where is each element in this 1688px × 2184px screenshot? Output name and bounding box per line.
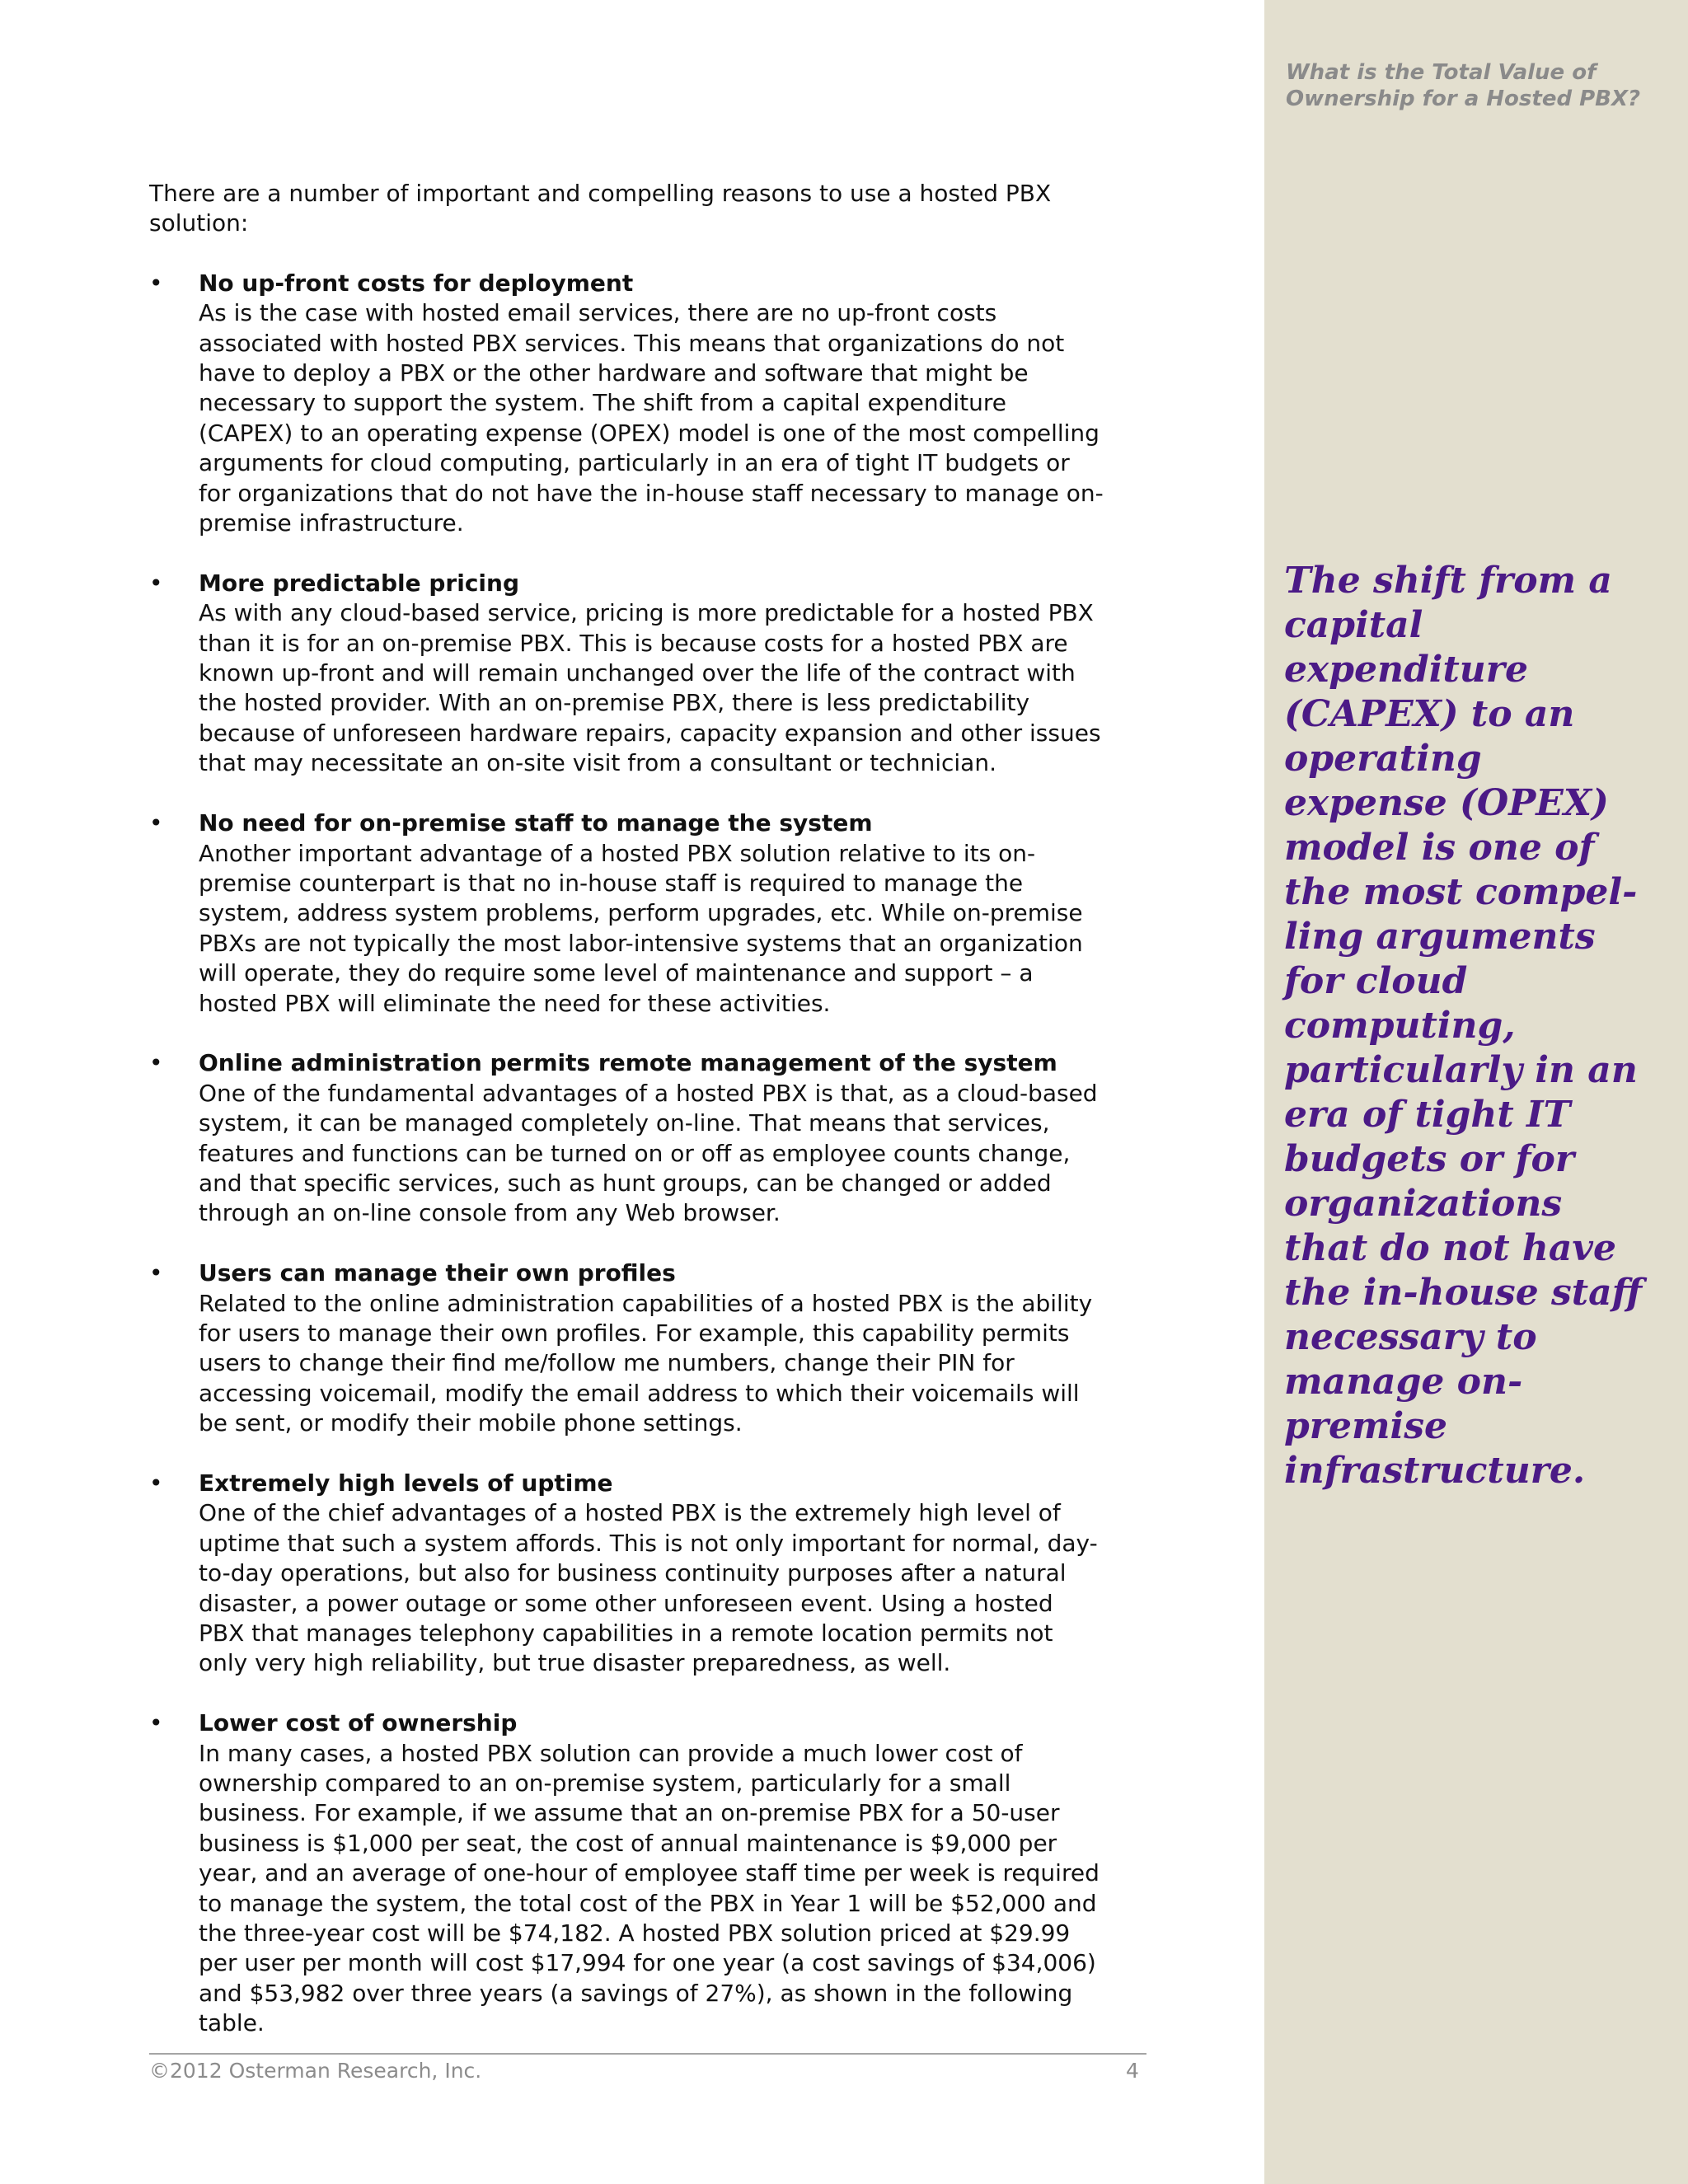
list-item-body: As with any cloud-based service, pricing is more predictable for a hosted PBX than it is for an on-premise PBX. This is because costs for a hosted PBX are known up-front and will remain unchanged over the life of the contract with the hosted provider. With an on-premise PBX, there is less predictability because of unforeseen hardware repairs, capacity expansion and other issues that may necessitate an on-site visit from a consultant or technician. bbox=[199, 599, 1101, 777]
list-item-body: Another important advantage of a hosted PBX solution relative to its on-premise counterpart is that no in-house staff is required to manage the system, address system problems, perform upgrades, etc. While on-premise PBXs are not typically the most labor-intensive systems that an organization will operate, they do require some level of maintenance and support – a hosted PBX will eliminate the need for these activities. bbox=[199, 839, 1083, 1017]
bullet-icon: • bbox=[149, 569, 163, 597]
list-item bbox=[149, 569, 1105, 779]
document-header-title: What is the Total Value of Ownership for a Hosted PBX? bbox=[1286, 60, 1641, 111]
list-item bbox=[149, 1048, 1105, 1228]
list-item bbox=[149, 808, 1105, 1019]
list-item-title: No need for on-premise staff to manage the system bbox=[199, 809, 873, 837]
list-item-title: No up-front costs for deployment bbox=[199, 269, 634, 297]
list-item-body: In many cases, a hosted PBX solution can provide a much lower cost of ownership compared to an on-premise system, particularly for a small business. For example, if we assume that an on-premise PBX for a 50-user business is $1,000 per seat, the cost of annual maintenance is $9,000 per year, and an average of one-hour of employee staff time per week is required to manage the system, the total cost of the PBX in Year 1 will be $52,000 and the three-year cost will be $74,182. A hosted PBX solution priced at $29.99 per user per month will cost $17,994 for one year (a cost savings of $34,006) and $53,982 over three years (a savings of 27%), as shown in the following table. bbox=[199, 1739, 1100, 2037]
list-item bbox=[149, 1469, 1105, 1679]
list-item-body: As is the case with hosted email services, there are no up-front costs associated with hosted PBX services. This means that organizations do not have to deploy a PBX or the other hardware and software that might be necessary to support the system. The shift from a capital expenditure (CAPEX) to an operating expense (OPEX) model is one of the most compelling arguments for cloud computing, particularly in an era of tight IT budgets or for organizations that do not have the in-house staff necessary to manage on-premise infrastructure. bbox=[199, 299, 1104, 537]
bullet-icon: • bbox=[149, 1259, 163, 1287]
list-item-body: One of the chief advantages of a hosted PBX is the extremely high level of uptime that such a system affords. This is not only important for normal, day-to-day operations, but also for business continuity purposes after a natural disaster, a power outage or some other unforeseen event. Using a hosted PBX that manages telephony capabilities in a remote location permits not only very high reliability, but true disaster preparedness, as well. bbox=[199, 1499, 1098, 1677]
bullet-icon: • bbox=[149, 1709, 163, 1737]
main-content bbox=[149, 179, 1105, 2069]
pull-quote: The shift from a capital expenditure (CAPEX) to an operating expense (OPEX) model is one of the most compel-ling arguments for cloud computing, particularly in an era of tight IT budgets or for organizations that do not have the in-house staff necessary to manage on-premise infrastructure. bbox=[1284, 560, 1643, 1492]
list-item bbox=[149, 1258, 1105, 1438]
list-item bbox=[149, 1708, 1105, 2038]
bullet-icon: • bbox=[149, 809, 163, 837]
footer-copyright: ©2012 Osterman Research, Inc. bbox=[149, 2059, 482, 2083]
list-item-body: Related to the online administration capabilities of a hosted PBX is the ability for users to manage their own profiles. For example, this capability permits users to change their find me/follow me numbers, change their PIN for accessing voicemail, modify the email address to which their voicemails will be sent, or modify their mobile phone settings. bbox=[199, 1289, 1093, 1437]
bullet-icon: • bbox=[149, 269, 163, 297]
list-item-body: One of the fundamental advantages of a hosted PBX is that, as a cloud-based system, it can be managed completely on-line. That means that services, features and functions can be turned on or off as employee counts change, and that specific services, such as hunt groups, can be changed or added through an on-line console from any Web browser. bbox=[199, 1079, 1098, 1227]
footer-divider bbox=[149, 2053, 1146, 2055]
page-number: 4 bbox=[1126, 2059, 1139, 2083]
reasons-list bbox=[149, 269, 1105, 2039]
list-item-title: Extremely high levels of uptime bbox=[199, 1469, 613, 1497]
list-item-title: More predictable pricing bbox=[199, 569, 520, 597]
list-item-title: Online administration permits remote management of the system bbox=[199, 1049, 1057, 1077]
bullet-icon: • bbox=[149, 1049, 163, 1077]
list-item-title: Users can manage their own profiles bbox=[199, 1259, 676, 1287]
list-item bbox=[149, 269, 1105, 539]
list-item-title: Lower cost of ownership bbox=[199, 1709, 518, 1737]
intro-paragraph: There are a number of important and compelling reasons to use a hosted PBX solution: bbox=[149, 180, 1052, 237]
bullet-icon: • bbox=[149, 1469, 163, 1497]
